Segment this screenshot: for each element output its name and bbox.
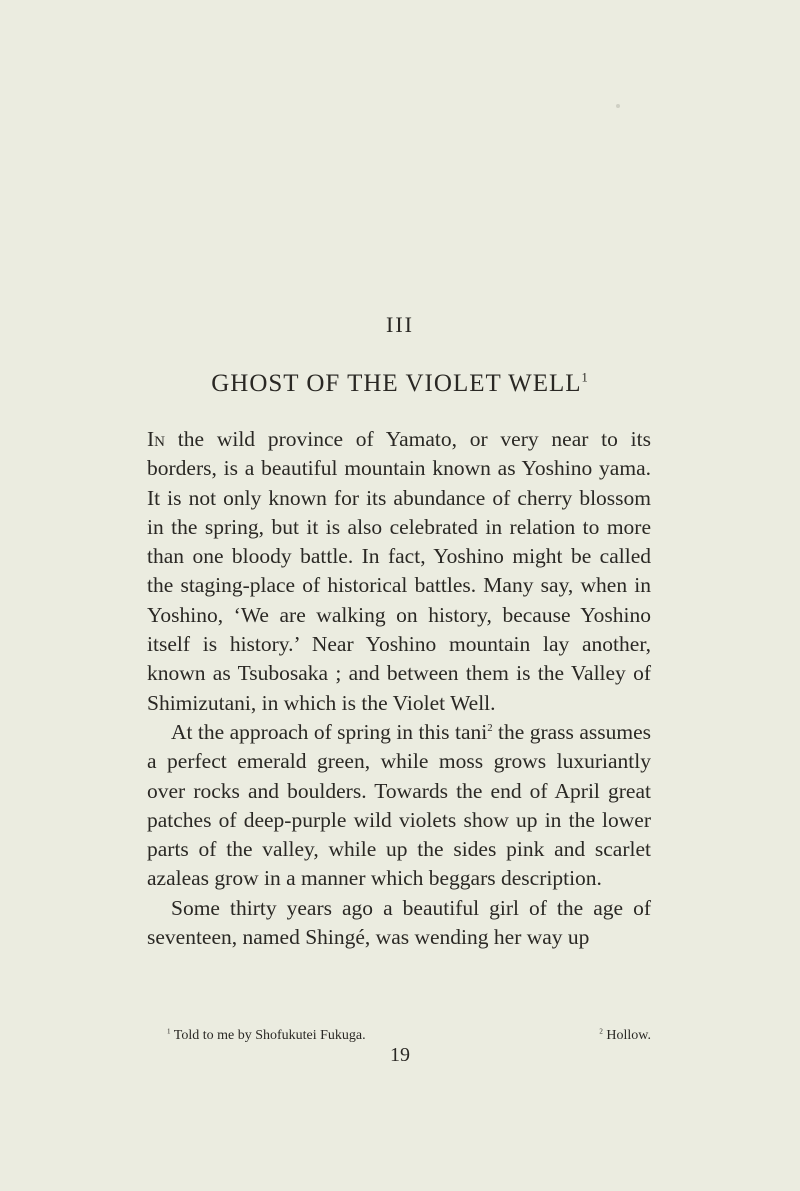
footnote-1-text: Told to me by Shofukutei Fukuga. (173, 1028, 366, 1043)
opening-word: In (147, 427, 165, 451)
paragraph-2 (147, 718, 651, 894)
footnote-2 (599, 1027, 651, 1045)
body-text (147, 425, 651, 952)
footnote-2-mark: 2 (599, 1027, 603, 1036)
paragraph-2-text-a: At the approach of spring in this tani (171, 719, 488, 744)
chapter-title (0, 370, 800, 398)
page-number: 19 (390, 1044, 410, 1066)
paragraph-3-text: Some thirty years ago a beautiful girl of the age of seventeen, named Shingé, was wending her way up (147, 895, 651, 950)
paragraph-3 (147, 894, 651, 953)
footnote-1-mark: 1 (167, 1027, 171, 1036)
footnotes (167, 1027, 651, 1045)
paragraph-2-text-b: the grass assumes a perfect emerald green, while moss grows luxuriantly over rocks and boulders. Towards the end of April great patches of deep-purple wild violets show up in the lower parts of the valley, while up the sides pink and scarlet azaleas grow in a manner which beggars description. (147, 719, 651, 891)
chapter-title-text: GHOST OF THE VIOLET WELL (211, 370, 582, 397)
paragraph-1-text: the wild province of Yamato, or very near to its borders, is a beautiful mountain known as Yoshino yama. It is not only known for its abundance of cherry blossom in the spring, but it is also celebrated in relation to more than one bloody battle. In fact, Yoshino might be called the staging-place of historical battles. Many say, when in Yoshino, ‘We are walking on history, because Yoshino itself is history.’ Near Yoshino mountain lay another, known as Tsubosaka ; and between them is the Valley of Shimizutani, in which is the Violet Well. (147, 427, 651, 715)
footnote-2-text: Hollow. (606, 1028, 651, 1043)
chapter-number: III (386, 312, 414, 337)
footnote-ref-2: 2 (487, 721, 493, 734)
paragraph-1 (147, 425, 651, 718)
footnote-1 (167, 1027, 366, 1045)
paper-speck (616, 104, 620, 108)
footnote-ref-1: 1 (581, 370, 589, 385)
